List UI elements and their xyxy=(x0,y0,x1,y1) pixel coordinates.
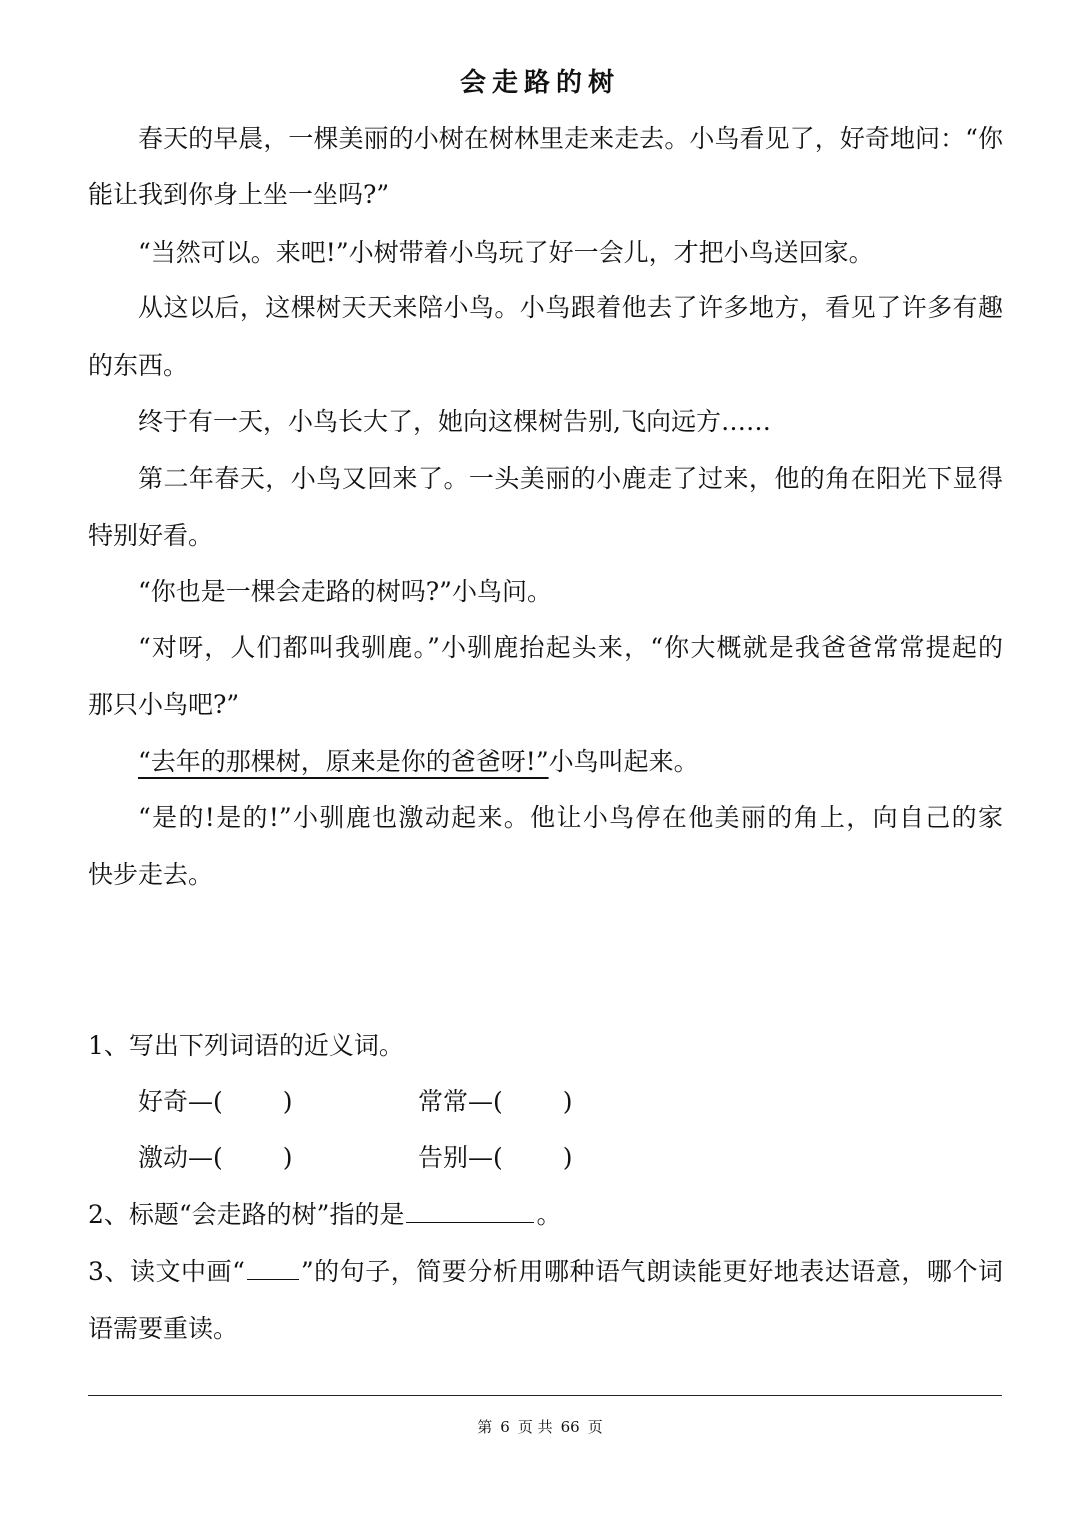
paragraph-8-rest: 小鸟叫起来。 xyxy=(548,747,699,776)
paragraph-2: “当然可以。来吧!”小树带着小鸟玩了好一会儿，才把小鸟送回家。 xyxy=(138,238,874,267)
synonym-item xyxy=(418,1082,573,1122)
footer-divider xyxy=(88,1395,1002,1396)
question-2-end: 。 xyxy=(536,1200,562,1229)
synonym-item xyxy=(418,1138,573,1178)
page-title: 会走路的树 xyxy=(459,68,620,98)
question-1: 1、写出下列词语的近义词。 xyxy=(88,1031,404,1060)
synonym-word: 常常—( xyxy=(418,1087,503,1116)
synonym-item xyxy=(138,1082,293,1122)
answer-blank xyxy=(406,1196,534,1223)
footer-prefix: 第 xyxy=(477,1418,493,1436)
question-3-line-2: 语需要重读。 xyxy=(88,1314,239,1343)
paragraph-3-line-2: 的东西。 xyxy=(88,351,189,380)
synonym-word: 告别—( xyxy=(418,1143,503,1172)
paragraph-4: 终于有一天，小鸟长大了，她向这棵树告别,飞向远方…… xyxy=(138,407,771,436)
underline-mark xyxy=(247,1253,299,1280)
total-pages: 66 xyxy=(560,1418,580,1436)
close-paren: ) xyxy=(562,1087,573,1116)
footer-suffix: 页 xyxy=(587,1418,603,1436)
paragraph-7-line-1: “对呀，人们都叫我驯鹿。”小驯鹿抬起头来，“你大概就是我爸爸常常提起的 xyxy=(138,633,1003,662)
close-paren: ) xyxy=(282,1143,293,1172)
paragraph-1-line-2: 能让我到你身上坐一坐吗?” xyxy=(88,180,390,209)
paragraph-6: “你也是一棵会走路的树吗?”小鸟问。 xyxy=(138,577,552,606)
synonym-word: 激动—( xyxy=(138,1143,223,1172)
paragraph-5-line-1: 第二年春天，小鸟又回来了。一头美丽的小鹿走了过来，他的角在阳光下显得 xyxy=(138,464,1003,493)
question-2-text: 2、标题“会走路的树”指的是 xyxy=(88,1200,405,1229)
close-paren: ) xyxy=(562,1143,573,1172)
underlined-sentence: “去年的那棵树，原来是你的爸爸呀!” xyxy=(138,747,549,776)
paragraph-8 xyxy=(138,742,699,782)
paragraph-5-line-2: 特别好看。 xyxy=(88,521,214,550)
question-3-text-cont: ”的句子，简要分析用哪种语气朗读能更好地表达语意，哪个词 xyxy=(300,1257,1003,1286)
paragraph-3-line-1: 从这以后，这棵树天天来陪小鸟。小鸟跟着他去了许多地方，看见了许多有趣 xyxy=(138,293,1003,322)
paragraph-1-line-1: 春天的早晨，一棵美丽的小树在树林里走来走去。小鸟看见了，好奇地问：“你 xyxy=(138,124,1003,153)
question-3-text: 3、读文中画“ xyxy=(88,1257,245,1286)
paragraph-7-line-2: 那只小鸟吧?” xyxy=(88,690,240,719)
synonym-word: 好奇—( xyxy=(138,1087,223,1116)
page-number: 6 xyxy=(500,1418,510,1436)
page-footer xyxy=(0,1416,1080,1437)
question-3-line-1 xyxy=(88,1252,1003,1292)
footer-mid: 页 共 xyxy=(517,1418,553,1436)
synonym-item xyxy=(138,1138,293,1178)
close-paren: ) xyxy=(282,1087,293,1116)
question-2 xyxy=(88,1195,561,1235)
paragraph-9-line-2: 快步走去。 xyxy=(88,860,214,889)
paragraph-9-line-1: “是的!是的!”小驯鹿也激动起来。他让小鸟停在他美丽的角上，向自己的家 xyxy=(138,803,1003,832)
